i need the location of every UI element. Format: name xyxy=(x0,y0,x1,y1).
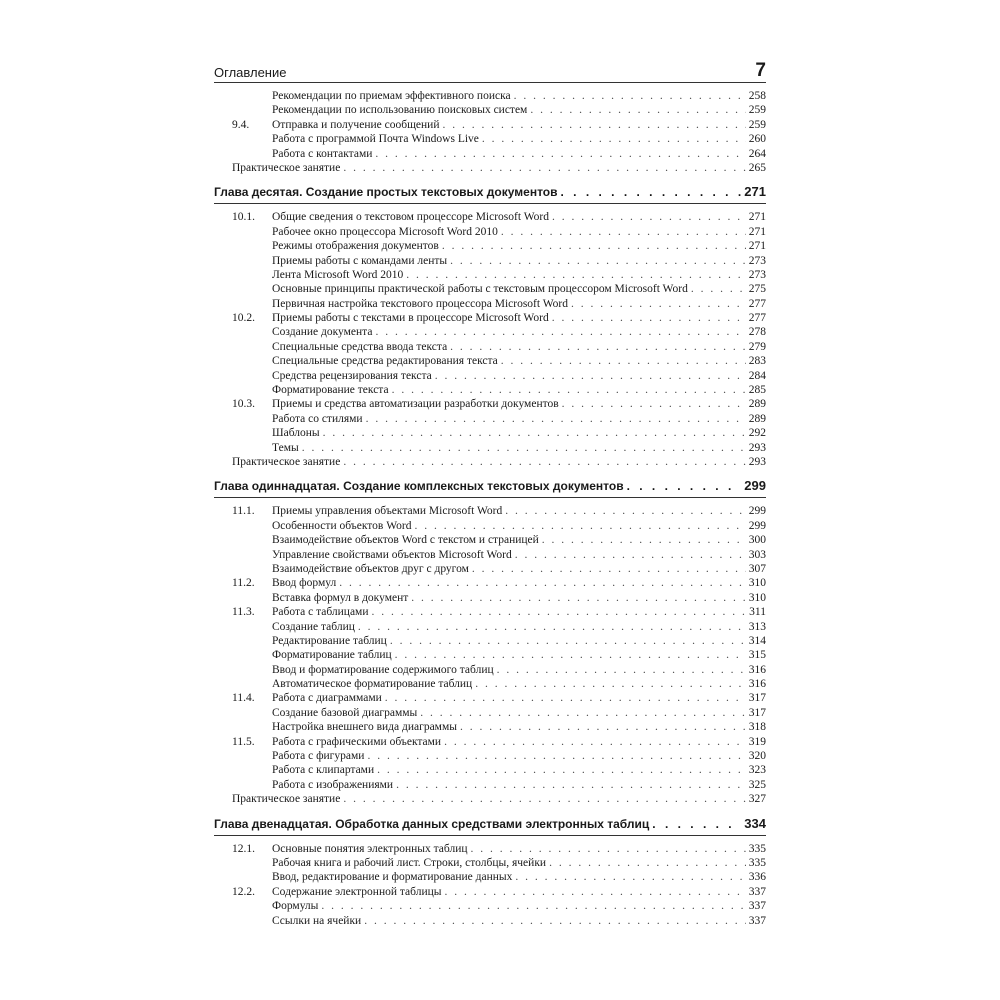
entry-title: Форматирование таблиц xyxy=(272,649,392,662)
section-number: 10.3. xyxy=(232,398,255,411)
entry-page: 278 xyxy=(748,326,766,339)
dot-leader xyxy=(445,885,746,899)
toc-entry[interactable] xyxy=(214,620,766,634)
chapter-page: 299 xyxy=(744,478,766,494)
entry-page: 265 xyxy=(748,161,766,174)
dot-leader xyxy=(444,735,746,749)
entry-title: Работа с фигурами xyxy=(272,750,365,763)
entry-page: 271 xyxy=(748,211,766,224)
entry-title: Практическое занятие xyxy=(232,161,341,174)
running-head xyxy=(214,58,766,83)
entry-title: Вставка формул в документ xyxy=(272,591,409,604)
dot-leader xyxy=(472,562,746,576)
dot-leader xyxy=(501,225,746,239)
entry-title: Приемы и средства автоматизации разработки документов xyxy=(272,398,559,411)
entry-page: 289 xyxy=(748,412,766,425)
entry-title: Создание документа xyxy=(272,326,373,339)
entry-title: Работа с программой Почта Windows Live xyxy=(272,133,479,146)
toc-entry[interactable] xyxy=(214,297,766,311)
toc-entry[interactable] xyxy=(214,591,766,605)
entry-title: Основные понятия электронных таблиц xyxy=(272,842,468,855)
entry-title: Шаблоны xyxy=(272,427,320,440)
entry-page: 310 xyxy=(748,577,766,590)
entry-page: 292 xyxy=(748,427,766,440)
entry-title: Работа с изображениями xyxy=(272,778,394,791)
toc-entry[interactable] xyxy=(214,533,766,547)
dot-leader xyxy=(385,691,746,705)
entry-page: 307 xyxy=(748,562,766,575)
entry-page: 325 xyxy=(748,778,766,791)
dot-leader xyxy=(475,677,746,691)
toc-entry[interactable] xyxy=(214,383,766,397)
dot-leader xyxy=(377,763,746,777)
dot-leader xyxy=(358,620,746,634)
entry-title: Работа со стилями xyxy=(272,412,363,425)
entry-page: 299 xyxy=(748,519,766,532)
section-number: 11.1. xyxy=(232,505,255,518)
toc-entry[interactable] xyxy=(214,899,766,913)
entry-title: Особенности объектов Word xyxy=(272,519,412,532)
toc-entry[interactable] xyxy=(214,720,766,734)
entry-title: Работа с таблицами xyxy=(272,606,369,619)
chapter-heading xyxy=(214,478,766,498)
entry-title: Средства рецензирования текста xyxy=(272,369,432,382)
entry-title: Работа с графическими объектами xyxy=(272,735,442,748)
entry-page: 327 xyxy=(748,793,766,806)
toc-entry[interactable] xyxy=(214,325,766,339)
running-title: Оглавление xyxy=(214,65,287,80)
dot-leader xyxy=(450,340,746,354)
section-number: 11.4. xyxy=(232,692,255,705)
dot-leader xyxy=(406,268,745,282)
toc-entry[interactable] xyxy=(214,885,766,899)
entry-page: 259 xyxy=(748,118,766,131)
toc-entry[interactable] xyxy=(214,455,766,469)
toc-entry[interactable] xyxy=(214,504,766,518)
toc-entry[interactable] xyxy=(214,749,766,763)
entry-title: Рабочая книга и рабочий лист. Строки, столбцы, ячейки xyxy=(272,856,547,869)
entry-page: 303 xyxy=(748,548,766,561)
dot-leader xyxy=(435,369,746,383)
toc-entry[interactable] xyxy=(214,282,766,296)
toc-entry[interactable] xyxy=(214,354,766,368)
toc-entry[interactable] xyxy=(214,914,766,928)
entry-page: 317 xyxy=(748,692,766,705)
page-number: 7 xyxy=(755,60,766,81)
chapter-title: Глава одиннадцатая. Создание комплексных текстовых документов xyxy=(214,479,624,494)
entry-page: 283 xyxy=(748,355,766,368)
dot-leader xyxy=(515,548,746,562)
entry-page: 313 xyxy=(748,620,766,633)
entry-page: 279 xyxy=(748,340,766,353)
dot-leader xyxy=(552,210,746,224)
toc-entry[interactable] xyxy=(214,239,766,253)
dot-leader xyxy=(460,720,746,734)
entry-title: Приемы работы с текстами в процессоре Microsoft Word xyxy=(272,312,549,325)
toc-entry[interactable] xyxy=(214,412,766,426)
entry-page: 300 xyxy=(748,534,766,547)
toc-entry[interactable] xyxy=(214,103,766,117)
entry-title: Ввод и форматирование содержимого таблиц xyxy=(272,663,494,676)
entry-title: Темы xyxy=(272,441,299,454)
entry-page: 320 xyxy=(748,750,766,763)
dot-leader xyxy=(420,706,745,720)
toc-entry[interactable] xyxy=(214,576,766,590)
entry-title: Рекомендации по приемам эффективного поиска xyxy=(272,90,511,102)
entry-page: 335 xyxy=(748,856,766,869)
dot-leader xyxy=(395,648,746,662)
entry-page: 337 xyxy=(748,900,766,913)
dot-leader xyxy=(514,89,746,103)
table-of-contents xyxy=(214,89,766,928)
entry-page: 299 xyxy=(748,505,766,518)
entry-title: Практическое занятие xyxy=(232,793,341,806)
chapter-title: Глава десятая. Создание простых текстовых документов xyxy=(214,185,558,200)
entry-page: 317 xyxy=(748,706,766,719)
entry-page: 311 xyxy=(749,606,766,619)
entry-page: 335 xyxy=(748,842,766,855)
entry-page: 271 xyxy=(748,225,766,238)
dot-leader xyxy=(443,118,746,132)
dot-leader xyxy=(323,426,746,440)
chapter-row[interactable] xyxy=(214,478,766,494)
dot-leader xyxy=(471,842,746,856)
toc-entry[interactable] xyxy=(214,634,766,648)
entry-title: Общие сведения о текстовом процессоре Microsoft Word xyxy=(272,211,549,224)
toc-entry[interactable] xyxy=(214,340,766,354)
entry-page: 271 xyxy=(748,240,766,253)
chapter-row[interactable] xyxy=(214,816,766,832)
entry-page: 284 xyxy=(748,369,766,382)
dot-leader xyxy=(375,147,745,161)
toc-page xyxy=(214,58,766,928)
toc-entry[interactable] xyxy=(214,870,766,884)
toc-entry[interactable] xyxy=(214,225,766,239)
dot-leader xyxy=(414,519,745,533)
dot-leader xyxy=(691,282,746,296)
section-number: 10.1. xyxy=(232,211,255,224)
toc-section-list xyxy=(214,504,766,806)
dot-leader xyxy=(549,856,746,870)
dot-leader xyxy=(627,478,742,494)
entry-title: Ссылки на ячейки xyxy=(272,914,362,927)
entry-title: Взаимодействие объектов Word с текстом и страницей xyxy=(272,534,539,547)
chapter-title: Глава двенадцатая. Обработка данных средствами электронных таблиц xyxy=(214,816,650,831)
toc-entry[interactable] xyxy=(214,311,766,325)
toc-entry[interactable] xyxy=(214,677,766,691)
entry-page: 316 xyxy=(748,663,766,676)
entry-page: 293 xyxy=(748,455,766,468)
dot-leader xyxy=(505,504,746,518)
section-number: 12.1. xyxy=(232,842,255,855)
entry-page: 260 xyxy=(748,133,766,146)
dot-leader xyxy=(552,311,746,325)
dot-leader xyxy=(321,899,745,913)
entry-title: Режимы отображения документов xyxy=(272,240,439,253)
entry-page: 289 xyxy=(748,398,766,411)
entry-page: 336 xyxy=(748,871,766,884)
toc-entry[interactable] xyxy=(214,89,766,103)
entry-title: Работа с клипартами xyxy=(272,764,375,777)
toc-section-list xyxy=(214,210,766,469)
dot-leader xyxy=(372,605,747,619)
toc-entry[interactable] xyxy=(214,210,766,224)
entry-page: 314 xyxy=(748,634,766,647)
entry-title: Создание таблиц xyxy=(272,620,355,633)
toc-entry[interactable] xyxy=(214,663,766,677)
entry-page: 264 xyxy=(748,147,766,160)
dot-leader xyxy=(450,254,746,268)
toc-entry[interactable] xyxy=(214,856,766,870)
entry-title: Приемы работы с командами ленты xyxy=(272,254,448,267)
dot-leader xyxy=(482,132,746,146)
toc-entry[interactable] xyxy=(214,648,766,662)
section-number: 11.3. xyxy=(232,606,255,619)
entry-title: Формулы xyxy=(272,900,319,913)
toc-entry[interactable] xyxy=(214,132,766,146)
chapter-page: 334 xyxy=(744,815,766,831)
toc-section-list xyxy=(214,842,766,928)
entry-title: Специальные средства ввода текста xyxy=(272,340,448,353)
entry-title: Управление свойствами объектов Microsoft Word xyxy=(272,548,512,561)
entry-title: Автоматическое форматирование таблиц xyxy=(272,678,473,691)
dot-leader xyxy=(515,870,745,884)
dot-leader xyxy=(343,161,745,175)
entry-page: 310 xyxy=(748,591,766,604)
entry-page: 337 xyxy=(748,885,766,898)
dot-leader xyxy=(497,663,746,677)
entry-title: Основные принципы практической работы с текстовым процессором Microsoft Word xyxy=(272,283,688,296)
toc-entry[interactable] xyxy=(214,605,766,619)
dot-leader xyxy=(562,397,746,411)
toc-entry[interactable] xyxy=(214,763,766,777)
toc-entry[interactable] xyxy=(214,548,766,562)
entry-page: 293 xyxy=(748,441,766,454)
toc-entry[interactable] xyxy=(214,842,766,856)
toc-entry[interactable] xyxy=(214,691,766,705)
entry-page: 259 xyxy=(748,104,766,117)
dot-leader xyxy=(364,914,746,928)
entry-title: Создание базовой диаграммы xyxy=(272,706,418,719)
entry-title: Настройка внешнего вида диаграммы xyxy=(272,721,457,734)
entry-page: 315 xyxy=(748,649,766,662)
dot-leader xyxy=(652,816,741,832)
entry-page: 337 xyxy=(748,914,766,927)
chapter-heading xyxy=(214,184,766,204)
toc-entry[interactable] xyxy=(214,147,766,161)
entry-title: Ввод формул xyxy=(272,577,337,590)
entry-title: Отправка и получение сообщений xyxy=(272,118,440,131)
entry-title: Форматирование текста xyxy=(272,384,389,397)
entry-page: 319 xyxy=(748,735,766,748)
toc-entry[interactable] xyxy=(214,118,766,132)
toc-entry[interactable] xyxy=(214,426,766,440)
toc-entry[interactable] xyxy=(214,562,766,576)
toc-entry[interactable] xyxy=(214,792,766,806)
entry-title: Приемы управления объектами Microsoft Word xyxy=(272,505,503,518)
entry-title: Рекомендации по использованию поисковых систем xyxy=(272,104,528,117)
toc-entry[interactable] xyxy=(214,735,766,749)
dot-leader xyxy=(343,455,745,469)
dot-leader xyxy=(530,103,745,117)
dot-leader xyxy=(302,441,746,455)
entry-title: Работа с контактами xyxy=(272,147,373,160)
toc-entry[interactable] xyxy=(214,254,766,268)
dot-leader xyxy=(561,184,742,200)
entry-page: 277 xyxy=(748,297,766,310)
toc-entry[interactable] xyxy=(214,519,766,533)
section-number: 10.2. xyxy=(232,312,255,325)
entry-title: Рабочее окно процессора Microsoft Word 2010 xyxy=(272,225,498,238)
dot-leader xyxy=(343,792,745,806)
dot-leader xyxy=(390,634,746,648)
entry-page: 273 xyxy=(748,254,766,267)
entry-title: Редактирование таблиц xyxy=(272,634,387,647)
entry-page: 273 xyxy=(748,268,766,281)
dot-leader xyxy=(501,354,746,368)
chapter-heading xyxy=(214,816,766,836)
dot-leader xyxy=(571,297,746,311)
toc-entry[interactable] xyxy=(214,397,766,411)
toc-entry[interactable] xyxy=(214,369,766,383)
entry-title: Ввод, редактирование и форматирование данных xyxy=(272,871,513,884)
dot-leader xyxy=(339,576,746,590)
dot-leader xyxy=(366,412,746,426)
dot-leader xyxy=(442,239,746,253)
entry-title: Специальные средства редактирования текста xyxy=(272,355,498,368)
entry-page: 318 xyxy=(748,721,766,734)
toc-entry[interactable] xyxy=(214,268,766,282)
toc-entry[interactable] xyxy=(214,778,766,792)
toc-entry[interactable] xyxy=(214,706,766,720)
chapter-page: 271 xyxy=(744,184,766,200)
entry-page: 275 xyxy=(748,283,766,296)
toc-entry[interactable] xyxy=(214,161,766,175)
dot-leader xyxy=(392,383,746,397)
entry-title: Взаимодействие объектов друг с другом xyxy=(272,562,469,575)
section-number: 9.4. xyxy=(232,118,250,131)
chapter-row[interactable] xyxy=(214,184,766,200)
entry-page: 285 xyxy=(748,384,766,397)
section-number: 11.2. xyxy=(232,577,255,590)
entry-page: 258 xyxy=(748,90,766,102)
entry-title: Содержание электронной таблицы xyxy=(272,885,442,898)
dot-leader xyxy=(396,778,746,792)
dot-leader xyxy=(375,325,745,339)
section-number: 12.2. xyxy=(232,885,255,898)
dot-leader xyxy=(542,533,746,547)
dot-leader xyxy=(411,591,745,605)
dot-leader xyxy=(367,749,745,763)
section-number: 11.5. xyxy=(232,735,255,748)
entry-page: 316 xyxy=(748,678,766,691)
entry-title: Практическое занятие xyxy=(232,455,341,468)
toc-entry[interactable] xyxy=(214,441,766,455)
entry-title: Лента Microsoft Word 2010 xyxy=(272,268,404,281)
entry-title: Первичная настройка текстового процессора Microsoft Word xyxy=(272,297,569,310)
entry-page: 277 xyxy=(748,312,766,325)
entry-title: Работа с диаграммами xyxy=(272,692,382,705)
toc-section-list xyxy=(214,89,766,175)
entry-page: 323 xyxy=(748,764,766,777)
